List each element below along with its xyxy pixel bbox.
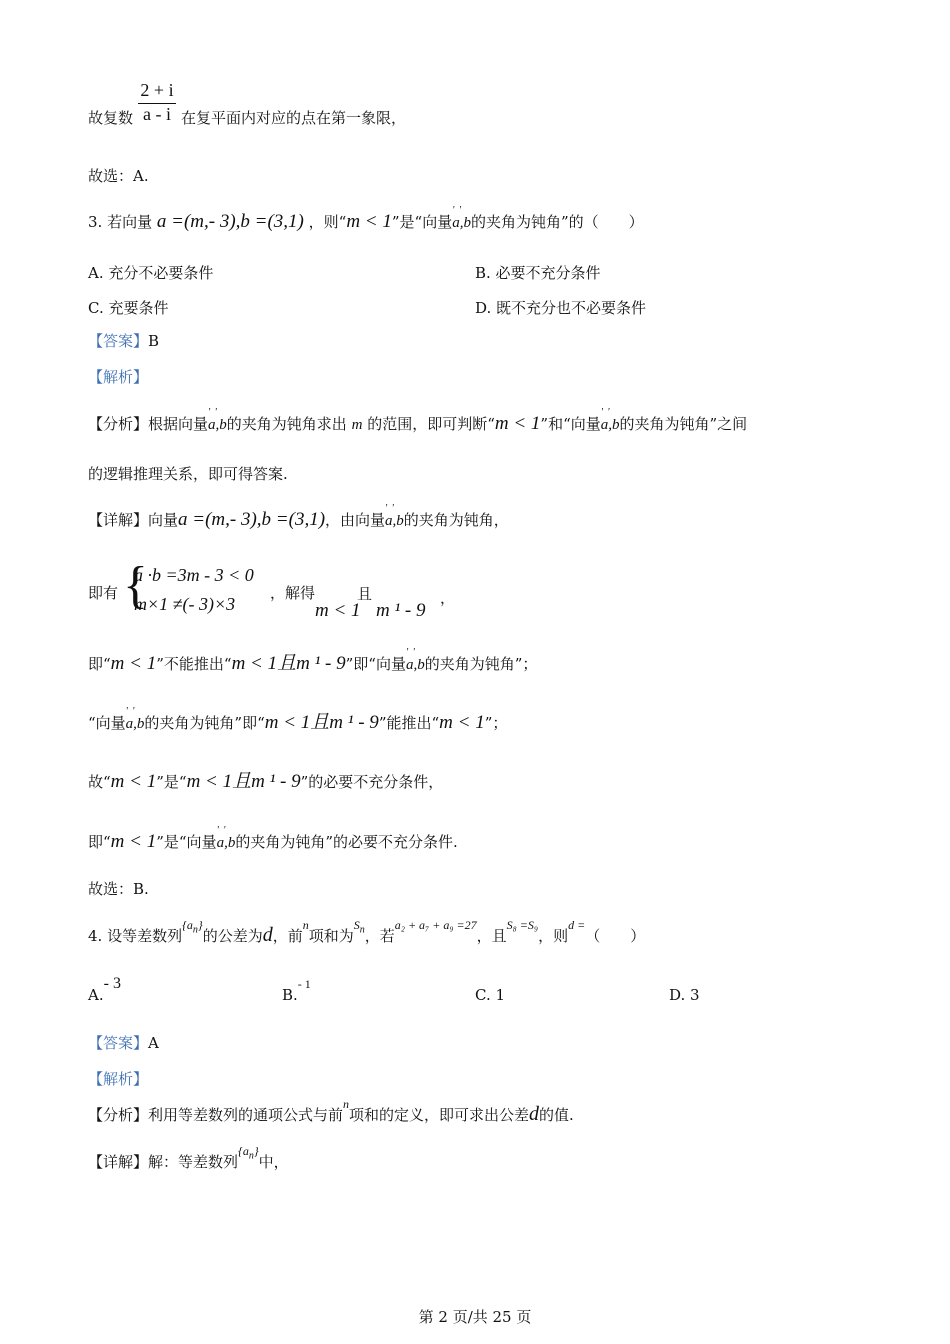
q3-jiede: ，解得 bbox=[270, 584, 316, 602]
q3-r1-e: 的夹角为钝角”； bbox=[424, 655, 538, 673]
q3-r2-vectors: ' ' a,b bbox=[126, 714, 145, 734]
q4-an-sub: n bbox=[192, 924, 198, 936]
q4-s7: ，则 bbox=[538, 927, 569, 945]
q4-Sn bbox=[353, 918, 365, 936]
conclusion-text: 故复数 bbox=[88, 109, 134, 127]
q3-xiangjie-line bbox=[88, 510, 509, 531]
q3-r2-cond: m < 1 bbox=[439, 712, 485, 733]
q3-xj-text3: 的夹角为钝角， bbox=[403, 511, 509, 529]
q3-answer-value: B bbox=[148, 332, 160, 350]
system-brace: { bbox=[123, 557, 148, 614]
q3-stem-tail: 的夹角为钝角”的（ ） bbox=[470, 213, 644, 231]
q3-r2-b: 的夹角为钝角”即“ bbox=[144, 714, 265, 732]
q3-r1-d: ”即“向量 bbox=[345, 655, 406, 673]
q4-fenxi-3: 的值. bbox=[539, 1106, 574, 1124]
q3-r1-c: m < 1且m ¹ - 9 bbox=[231, 653, 346, 674]
q4-s4: 项和为 bbox=[308, 927, 354, 945]
q3-vector-def: a =(m,- 3),b =(3,1) bbox=[156, 211, 304, 232]
q3-r4-cond: m < 1 bbox=[110, 831, 157, 852]
system-eq2: m×1 ≠(- 3)×3 bbox=[134, 594, 236, 614]
q4-fenxi-1: 利用等差数列的通项公式与前 bbox=[148, 1106, 344, 1124]
q3-fenxi-line2: 的逻辑推理关系，即可得答案. bbox=[88, 465, 288, 483]
q4-s6: ，且 bbox=[476, 927, 507, 945]
q3-fenxi-vectors: ' ' a,b bbox=[208, 415, 227, 435]
q4-option-c[interactable]: C. 1 bbox=[475, 986, 506, 1004]
q3-answer-tag: 【答案】 bbox=[88, 332, 149, 350]
q3-fenxi-text1: 根据向量 bbox=[148, 415, 209, 433]
q4-s5: ，若 bbox=[364, 927, 395, 945]
q3-r1-vectors: ' ' a,b bbox=[406, 655, 425, 675]
q3-reason1 bbox=[88, 654, 537, 675]
q3-analysis-tag: 【解析】 bbox=[88, 368, 149, 386]
q3-r4-c: 的夹角为钝角”的必要不充分条件. bbox=[235, 833, 458, 851]
q3-reason4 bbox=[88, 832, 458, 853]
q3-r2-a: “向量 bbox=[88, 714, 126, 732]
q4-xj-an-sub: n bbox=[248, 1150, 254, 1162]
q3-xiangjie-tag: 【详解】 bbox=[88, 511, 149, 529]
q3-fenxi-text2: 的夹角为钝角求出 bbox=[226, 415, 347, 433]
q3-r2-c: m < 1且m ¹ - 9 bbox=[264, 712, 379, 733]
q4-answer-value: A bbox=[148, 1034, 159, 1052]
q3-xj-vector-def: a =(m,- 3),b =(3,1) bbox=[178, 509, 326, 530]
q3-jiyou: 即有 bbox=[88, 584, 119, 602]
fraction-denominator: a - i bbox=[143, 104, 171, 124]
q4-option-b[interactable] bbox=[282, 977, 311, 1004]
q3-result-comma: ， bbox=[440, 589, 456, 607]
q3-r4-a: 即“ bbox=[88, 833, 111, 851]
system-eq1: a ·b =3m - 3 < 0 bbox=[134, 565, 254, 585]
q3-choose: 故选：B. bbox=[88, 880, 149, 898]
q3-stem-mid2: ”是“向量 bbox=[391, 213, 453, 231]
q4-option-b-label: B. bbox=[282, 986, 298, 1004]
q4-seq-an bbox=[182, 918, 203, 936]
q4-fenxi-tag: 【分析】 bbox=[88, 1106, 149, 1124]
q4-option-a-label: A. bbox=[88, 986, 104, 1004]
q3-r1-a: 即“ bbox=[88, 655, 111, 673]
q3-xj-vectors: ' ' a,b bbox=[385, 511, 404, 531]
q3-fenxi-tag: 【分析】 bbox=[88, 415, 149, 433]
q4-stem bbox=[88, 918, 646, 952]
q4-d: d bbox=[262, 924, 273, 946]
q3-option-d[interactable]: D. 既不充分也不必要条件 bbox=[475, 299, 647, 317]
q3-r3-a: 故“ bbox=[88, 773, 111, 791]
q3-stem-prefix: 3. 若向量 bbox=[88, 213, 153, 231]
q4-xj-1: 解：等差数列 bbox=[148, 1153, 239, 1171]
q4-xj-2: 中， bbox=[258, 1153, 289, 1171]
q3-r2-d: ”； bbox=[484, 714, 508, 732]
q4-xj-an-close: } bbox=[253, 1144, 259, 1158]
q3-fenxi-line1 bbox=[88, 414, 747, 435]
q3-option-b[interactable]: B. 必要不充分条件 bbox=[475, 264, 601, 282]
q4-eq2: S₈ =S₉ bbox=[506, 918, 539, 932]
q4-option-a-value: - 3 bbox=[103, 975, 121, 992]
q3-r4-b: ”是“向量 bbox=[156, 833, 217, 851]
q4-answer bbox=[88, 1033, 159, 1053]
q3-stem bbox=[88, 212, 644, 233]
q4-n: n bbox=[302, 918, 309, 932]
conclusion-line bbox=[88, 108, 406, 128]
q4-xj-an bbox=[238, 1144, 259, 1162]
q3-option-c[interactable]: C. 充要条件 bbox=[88, 299, 169, 317]
q4-fenxi bbox=[88, 1097, 574, 1126]
q4-eq1: a₂ + a₇ + a₉ =27 bbox=[394, 918, 477, 932]
q4-an: {a bbox=[182, 918, 193, 932]
q4-an-close: } bbox=[197, 918, 203, 932]
q3-r3-c: m < 1且m ¹ - 9 bbox=[186, 771, 301, 792]
q4-eq3: d = bbox=[568, 918, 586, 932]
q4-option-a[interactable] bbox=[88, 975, 121, 1005]
q3-fenxi-m: m bbox=[351, 417, 363, 433]
q3-fenxi-text3: 的范围，即可判断“ bbox=[367, 415, 495, 433]
q4-option-d[interactable]: D. 3 bbox=[669, 986, 700, 1004]
q3-answer bbox=[88, 331, 159, 351]
q3-stem-mid: ，则“ bbox=[308, 213, 347, 231]
q3-xj-text1: 向量 bbox=[148, 511, 179, 529]
prev-choose: 故选：A. bbox=[88, 167, 149, 185]
q3-r3-b: ”是“ bbox=[156, 773, 187, 791]
q3-reason3 bbox=[88, 772, 443, 792]
q3-r3-cond: m < 1 bbox=[110, 771, 157, 792]
q4-fenxi-n: n bbox=[343, 1097, 350, 1111]
q3-reason2 bbox=[88, 713, 507, 734]
q3-r2-text: ”能推出“ bbox=[378, 714, 440, 732]
q3-r3-d: ”的必要不充分条件， bbox=[300, 773, 444, 791]
q3-xj-text2: ，由向量 bbox=[325, 511, 386, 529]
q3-option-a[interactable]: A. 充分不必要条件 bbox=[88, 264, 214, 282]
q4-fenxi-d: d bbox=[529, 1103, 540, 1125]
q4-s2: 的公差为 bbox=[202, 927, 263, 945]
q3-fenxi-vectors2: ' ' a,b bbox=[601, 415, 620, 435]
conclusion-tail: 在复平面内对应的点在第一象限， bbox=[181, 109, 407, 127]
q3-fenxi-cond: m < 1 bbox=[494, 413, 541, 434]
q4-xj-an-letter: {a bbox=[238, 1144, 249, 1158]
q3-qie: 且 bbox=[357, 585, 373, 603]
q3-fenxi-text4: ”和“向量 bbox=[540, 415, 601, 433]
q3-r1-cond: m < 1 bbox=[110, 653, 157, 674]
q4-s3: ，前 bbox=[272, 927, 303, 945]
q4-s8: （ ） bbox=[585, 927, 646, 945]
q3-condition: m < 1 bbox=[346, 211, 392, 232]
q4-Sn-sub: n bbox=[359, 924, 365, 936]
page-footer: 第 2 页/共 25 页 bbox=[418, 1308, 532, 1326]
q4-s1: 4. 设等差数列 bbox=[88, 927, 183, 945]
q4-Sn-letter: S bbox=[353, 918, 360, 932]
q4-xiangjie-tag: 【详解】 bbox=[88, 1153, 149, 1171]
q3-vectors-ab: ' ' a,b bbox=[452, 213, 471, 233]
q4-fenxi-2: 项和的定义，即可求出公差 bbox=[349, 1106, 530, 1124]
q4-xiangjie bbox=[88, 1144, 289, 1178]
q3-result1: m < 1 bbox=[315, 600, 361, 621]
q4-analysis-tag: 【解析】 bbox=[88, 1070, 149, 1088]
q3-result2: m ¹ - 9 bbox=[376, 600, 426, 621]
q4-option-b-value: - 1 bbox=[297, 977, 311, 991]
q3-fenxi-text5: 的夹角为钝角”之间 bbox=[619, 415, 748, 433]
q3-r4-vectors: ' ' a,b bbox=[217, 833, 236, 853]
fraction-numerator: 2 + i bbox=[138, 80, 176, 104]
q3-r1-b: ”不能推出“ bbox=[156, 655, 232, 673]
q4-answer-tag: 【答案】 bbox=[88, 1034, 149, 1052]
